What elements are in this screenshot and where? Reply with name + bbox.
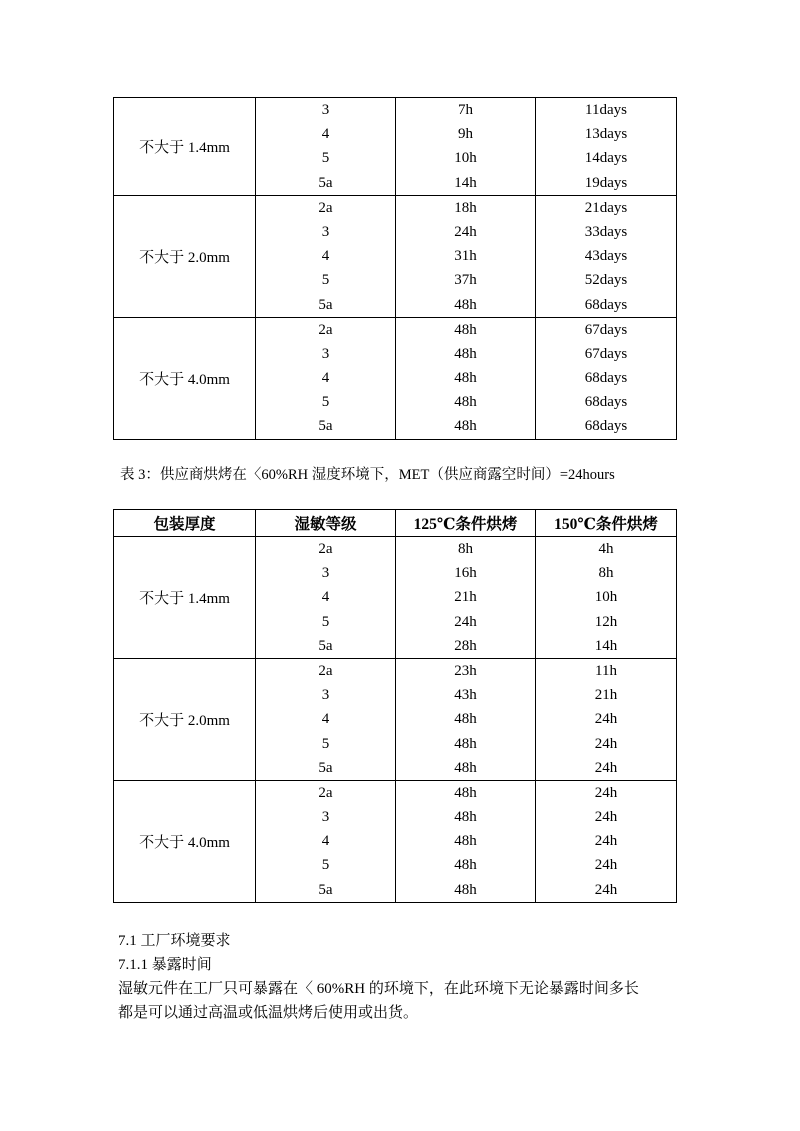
- bake-125-cell: 23h 43h 48h 48h 48h: [396, 658, 536, 780]
- hours-cell: 48h 48h 48h 48h 48h: [396, 317, 536, 439]
- table-row: [114, 537, 677, 659]
- hours-cell: 18h 24h 31h 37h 48h: [396, 195, 536, 317]
- bake-150-cell: 4h 8h 10h 12h 14h: [536, 537, 677, 659]
- level-cell: 2a 3 4 5 5a: [256, 195, 396, 317]
- level-cell: 2a 3 4 5 5a: [256, 658, 396, 780]
- days-cell: 67days 67days 68days 68days 68days: [536, 317, 677, 439]
- table-row: [114, 317, 677, 439]
- bake-125-cell: 8h 16h 21h 24h 28h: [396, 537, 536, 659]
- bake-150-cell: 24h 24h 24h 24h 24h: [536, 780, 677, 902]
- header-150c: 150℃条件烘烤: [536, 510, 677, 537]
- table-header-row: [114, 510, 677, 537]
- table-row: [114, 658, 677, 780]
- thickness-cell: 不大于 2.0mm: [114, 658, 256, 780]
- hours-cell: 7h 9h 10h 14h: [396, 98, 536, 196]
- header-125c: 125℃条件烘烤: [396, 510, 536, 537]
- thickness-cell: 不大于 1.4mm: [114, 537, 256, 659]
- section-heading: 7.1 工厂环境要求: [118, 933, 231, 949]
- table-row: [114, 195, 677, 317]
- table-caption: 表 3：供应商烘烤在〈60%RH 湿度环境下，MET（供应商露空时间）=24hours: [120, 467, 615, 483]
- supplier-bake-table: [113, 509, 677, 903]
- subsection-heading: 7.1.1 暴露时间: [118, 957, 212, 973]
- paragraph-line-2: 都是可以通过高温或低温烘烤后使用或出货。: [118, 1005, 419, 1021]
- level-cell: 2a 3 4 5 5a: [256, 537, 396, 659]
- level-cell: 3 4 5 5a: [256, 98, 396, 196]
- bake-125-cell: 48h 48h 48h 48h 48h: [396, 780, 536, 902]
- table-row: [114, 98, 677, 196]
- level-cell: 2a 3 4 5 5a: [256, 317, 396, 439]
- level-cell: 2a 3 4 5 5a: [256, 780, 396, 902]
- thickness-cell: 不大于 4.0mm: [114, 317, 256, 439]
- bake-table-continued: [113, 97, 677, 440]
- thickness-cell: 不大于 1.4mm: [114, 98, 256, 196]
- paragraph-line-1: 湿敏元件在工厂只可暴露在〈 60%RH 的环境下，在此环境下无论暴露时间多长: [118, 981, 639, 997]
- header-thickness: 包装厚度: [114, 510, 256, 537]
- table-row: [114, 780, 677, 902]
- thickness-cell: 不大于 2.0mm: [114, 195, 256, 317]
- bake-150-cell: 11h 21h 24h 24h 24h: [536, 658, 677, 780]
- days-cell: 11days 13days 14days 19days: [536, 98, 677, 196]
- days-cell: 21days 33days 43days 52days 68days: [536, 195, 677, 317]
- thickness-cell: 不大于 4.0mm: [114, 780, 256, 902]
- header-level: 湿敏等级: [256, 510, 396, 537]
